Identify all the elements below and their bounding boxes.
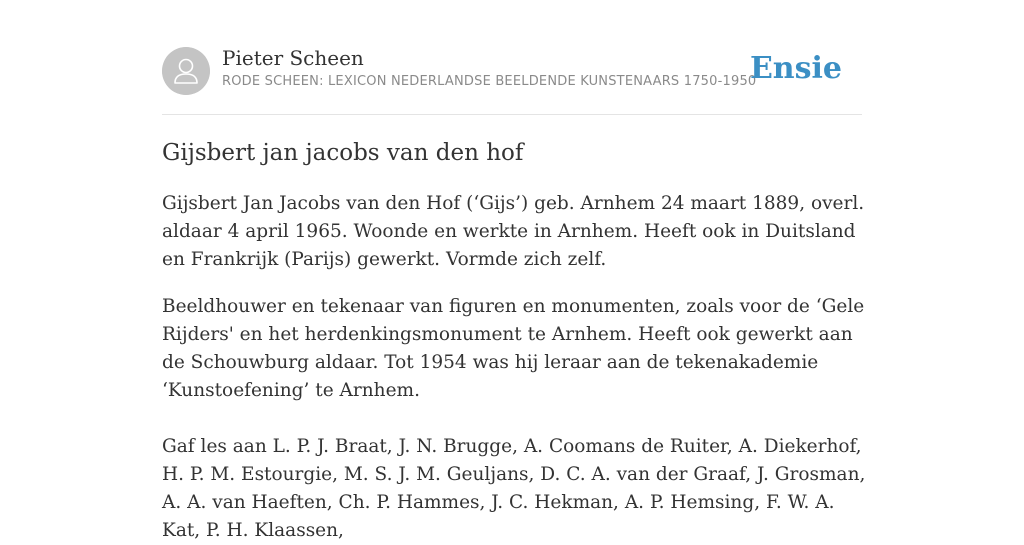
- user-avatar-icon[interactable]: [162, 47, 210, 95]
- article-title: Gijsbert jan jacobs van den hof: [162, 140, 524, 166]
- source-title[interactable]: RODE SCHEEN: LEXICON NEDERLANDSE BEELDENDE KUNSTENAARS 1750-1950: [222, 74, 757, 89]
- brand-logo[interactable]: Ensie: [749, 51, 842, 86]
- article-paragraph: Beeldhouwer en tekenaar van figuren en monumenten, zoals voor de ‘Gele Rijders' en het herdenkingsmonument te Arnhem. Heeft ook gewerkt aan de Schouwburg aldaar. Tot 1954 was hij leraar aan de tekenakademie ‘Kunstoefening’ te Arnhem.: [162, 296, 865, 401]
- article-paragraph: Gaf les aan L. P. J. Braat, J. N. Brugge, A. Coomans de Ruiter, A. Diekerhof, H. P. M. Estourgie, M. S. J. M. Geuljans, D. C. A. van der Graaf, J. Grosman, A. A. van Haeften, Ch. P. Hammes, J. C. Hekman, A. P. Hemsing, F. W. A. Kat, P. H. Klaassen,: [162, 436, 866, 541]
- article-paragraph: Gijsbert Jan Jacobs van den Hof (‘Gijs’) geb. Arnhem 24 maart 1889, overl. aldaar 4 april 1965. Woonde en werkte in Arnhem. Heeft ook in Duitsland en Frankrijk (Parijs) gewerkt. Vormde zich zelf.: [162, 193, 865, 270]
- article-container: [162, 0, 866, 541]
- author-name[interactable]: Pieter Scheen: [222, 46, 364, 70]
- header: [162, 0, 862, 115]
